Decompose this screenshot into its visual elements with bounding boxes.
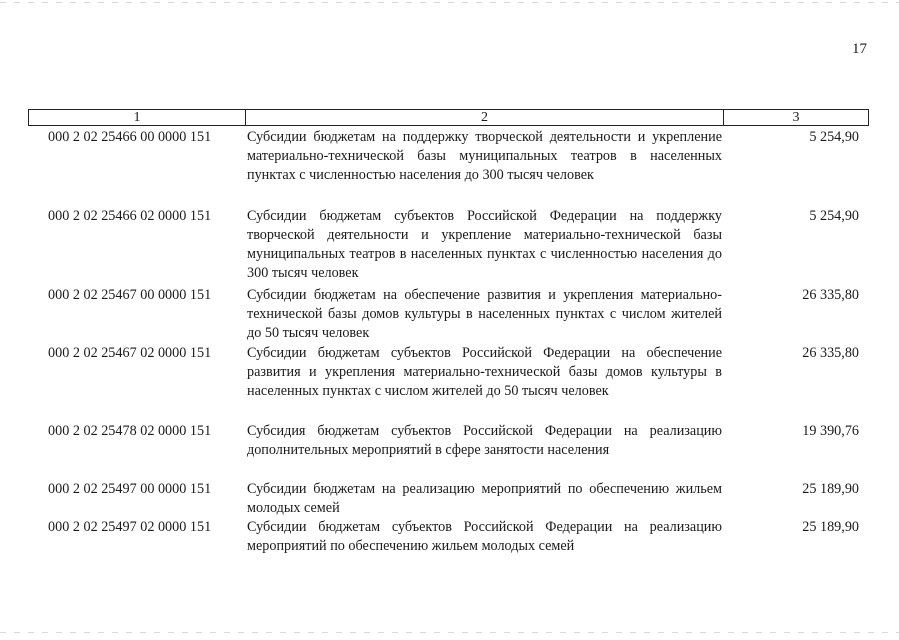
row-amount: 26 335,80 xyxy=(802,287,859,303)
row-code: 000 2 02 25466 00 0000 151 xyxy=(48,129,212,145)
row-code: 000 2 02 25497 02 0000 151 xyxy=(48,519,212,535)
row-description: Субсидия бюджетам субъектов Российской Федерации на реализацию дополнительных мероприятий в сфере занятости населения xyxy=(247,423,722,458)
row-amount: 26 335,80 xyxy=(802,345,859,361)
row-code: 000 2 02 25497 00 0000 151 xyxy=(48,481,212,497)
row-code: 000 2 02 25467 02 0000 151 xyxy=(48,345,212,361)
scan-artifact-top xyxy=(0,2,899,3)
table-header xyxy=(28,109,869,126)
page-number: 17 xyxy=(852,41,867,57)
row-code: 000 2 02 25467 00 0000 151 xyxy=(48,287,212,303)
row-amount: 25 189,90 xyxy=(802,481,859,497)
header-cell-code: 1 xyxy=(29,110,246,125)
row-amount: 5 254,90 xyxy=(809,208,859,224)
row-code: 000 2 02 25466 02 0000 151 xyxy=(48,208,212,224)
row-description: Субсидии бюджетам субъектов Российской Федерации на обеспечение развития и укрепления материально-технической базы домов культуры в населенных пунктах с числом жителей до 50 тысяч человек xyxy=(247,345,722,399)
row-amount: 19 390,76 xyxy=(802,423,859,439)
row-description: Субсидии бюджетам субъектов Российской Федерации на поддержку творческой деятельности и укрепление материально-технической базы муниципальных театров в населенных пунктах с численностью населения до 300 тысяч человек xyxy=(247,208,722,281)
row-description: Субсидии бюджетам на реализацию мероприятий по обеспечению жильем молодых семей xyxy=(247,481,722,516)
row-description: Субсидии бюджетам на поддержку творческой деятельности и укрепление материально-технической базы муниципальных театров в населенных пунктах с численностью населения до 300 тысяч человек xyxy=(247,129,722,183)
row-amount: 5 254,90 xyxy=(809,129,859,145)
scan-artifact-bottom xyxy=(0,632,899,633)
row-description: Субсидии бюджетам субъектов Российской Федерации на реализацию мероприятий по обеспечению жильем молодых семей xyxy=(247,519,722,554)
header-cell-amount: 3 xyxy=(792,110,800,125)
header-cell-description: 2 xyxy=(246,110,724,125)
row-code: 000 2 02 25478 02 0000 151 xyxy=(48,423,212,439)
row-amount: 25 189,90 xyxy=(802,519,859,535)
row-description: Субсидии бюджетам на обеспечение развития и укрепления материально-технической базы домов культуры в населенных пунктах с числом жителей до 50 тысяч человек xyxy=(247,287,722,341)
